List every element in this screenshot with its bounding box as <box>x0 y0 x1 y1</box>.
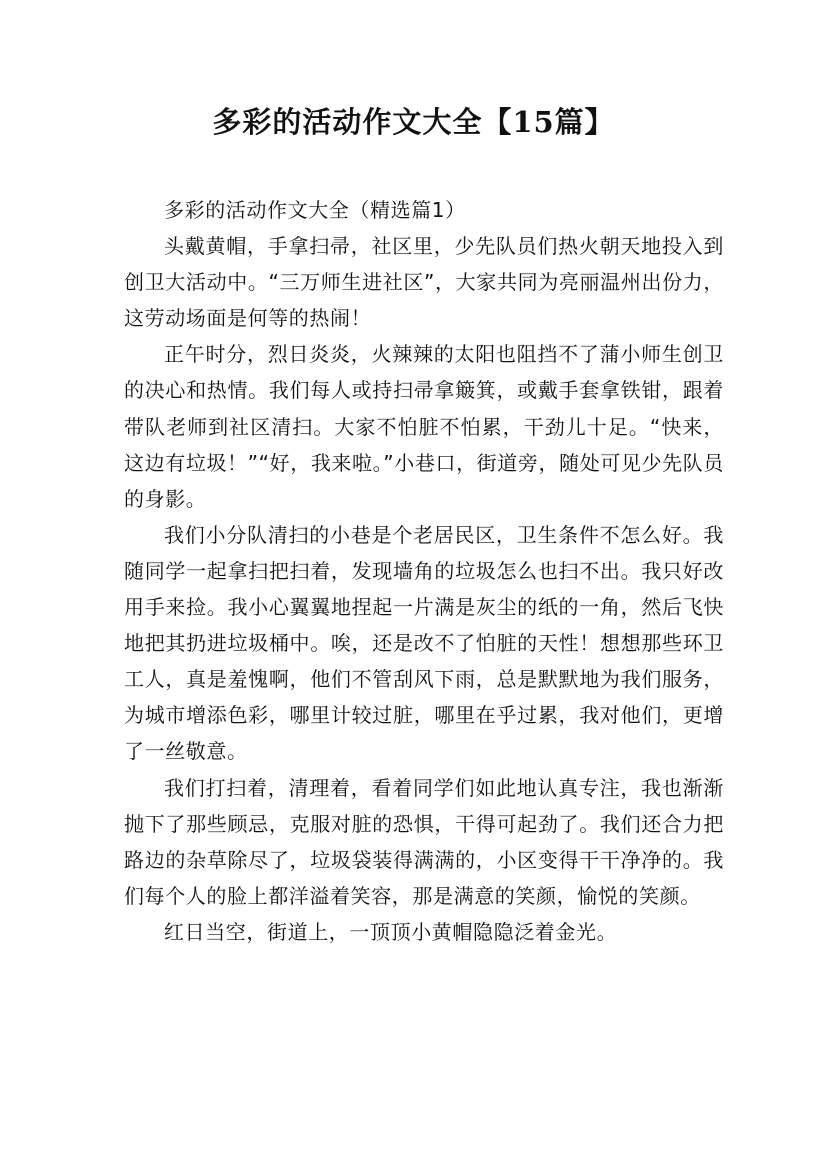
paragraph-1: 头戴黄帽，手拿扫帚，社区里，少先队员们热火朝天地投入到创卫大活动中。“三万师生进社区”，大家共同为亮丽温州出份力，这劳动场面是何等的热闹！ <box>124 234 724 331</box>
paragraph-3: 我们小分队清扫的小巷是个老居民区，卫生条件不怎么好。我随同学一起拿扫把扫着，发现墙角的垃圾怎么也扫不出。我只好改用手来捡。我小心翼翼地捏起一片满是灰尘的纸的一角，然后飞快地把其扔进垃圾桶中。唉，还是改不了怕脏的天性！想想那些环卫工人，真是羞愧啊，他们不管刮风下雨，总是默默地为我们服务，为城市增添色彩，哪里计较过脏，哪里在乎过累，我对他们，更增了一丝敬意。 <box>124 522 724 764</box>
paragraph-4: 我们打扫着，清理着，看着同学们如此地认真专注，我也渐渐抛下了那些顾忌，克服对脏的恐惧，干得可起劲了。我们还合力把路边的杂草除尽了，垃圾袋装得满满的，小区变得干干净净的。我们每个人的脸上都洋溢着笑容，那是满意的笑颜，愉悦的笑颜。 <box>124 775 724 908</box>
document-title: 多彩的活动作文大全【15篇】 <box>212 105 615 139</box>
section-heading: 多彩的活动作文大全（精选篇1） <box>164 198 466 222</box>
document-body <box>124 192 724 950</box>
paragraph-5: 红日当空，街道上，一顶顶小黄帽隐隐泛着金光。 <box>164 919 618 944</box>
paragraph-2: 正午时分，烈日炎炎，火辣辣的太阳也阻挡不了蒲小师生创卫的决心和热情。我们每人或持扫帚拿簸箕，或戴手套拿铁钳，跟着带队老师到社区清扫。大家不怕脏不怕累，干劲儿十足。“快来，这边有垃圾！”“好，我来啦。”小巷口，街道旁，随处可见少先队员的身影。 <box>124 342 724 511</box>
